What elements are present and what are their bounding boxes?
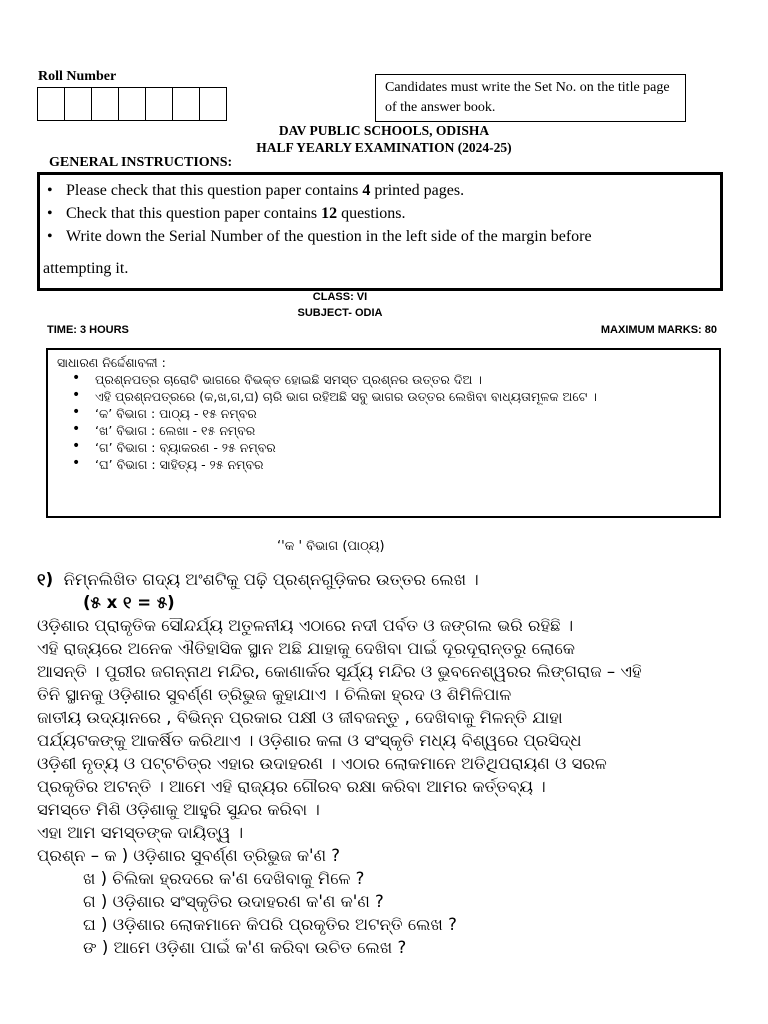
school-header (0, 122, 768, 156)
passage-line: ଜାତୀୟ ଉଦ୍ୟାନରେ , ବିଭିନ୍ନ ପ୍ରକାର ପକ୍ଷୀ ଓ ଜୀବଜନ୍ତୁ , ଦେଖିବାକୁ ମିଳନ୍ତି ଯାହା (37, 708, 563, 727)
roll-digit-box[interactable] (199, 87, 227, 121)
sub-question: ଙ ) ଆମେ ଓଡ଼ିଶା ପାଇଁ କ'ଣ କରିବା ଉଚିତ ଲେଖ ? (83, 938, 407, 957)
instruction-text: questions. (337, 205, 406, 222)
odia-instruction-text: ଏହି ପ୍ରଶ୍ନପତ୍ରରେ (କ,ଖ,ଗ,ଘ) ଚାରି ଭାଗ ରହିଅଛି ସବୁ ଭାଗର ଉତ୍ତର ଲେଖିବା ବାଧ୍ୟତାମୂଳକ ଅଟେ । (95, 389, 597, 404)
bullet-icon: • (47, 182, 53, 199)
exam-name: HALF YEARLY EXAMINATION (2024-25) (256, 140, 512, 155)
bullet-icon: • (72, 421, 81, 437)
passage-line: ତିନି ସ୍ଥାନକୁ ଓଡ଼ିଶାର ସୁବର୍ଣ୍ଣ ତ୍ରିଭୁଜ କୁହାଯାଏ । ଚିଲିକା ହ୍ରଦ ଓ ଶିମିଳିପାଳ (37, 685, 512, 704)
roll-digit-box[interactable] (172, 87, 200, 121)
bullet-icon: • (72, 438, 81, 454)
passage-line: ଏହି ରାଜ୍ୟରେ ଅନେକ ଐତିହାସିକ ସ୍ଥାନ ଅଛି ଯାହାକୁ ଦେଖିବା ପାଇଁ ଦୂରଦୂରାନ୍ତରୁ ଲୋକେ (37, 639, 575, 658)
roll-digit-box[interactable] (64, 87, 92, 121)
instruction-text: Check that this question paper contains (66, 205, 322, 222)
odia-instruction-item (57, 388, 719, 405)
question-count: 12 (321, 205, 338, 222)
bullet-icon: • (72, 387, 81, 403)
time-label: TIME: 3 HOURS (47, 324, 129, 336)
question-number: ୧) (37, 570, 54, 589)
instruction-item (40, 202, 720, 225)
instruction-text: printed pages. (370, 182, 465, 199)
instruction-wrap-text: attempting it. (43, 260, 129, 277)
passage-line: ଓଡ଼ିଶୀ ନୃତ୍ୟ ଓ ପଟ୍ଟଚିତ୍ର ଏହାର ଉଦାହରଣ । ଏଠାର ଲୋକମାନେ ଅତିଥିପରାୟଣ ଓ ସରଳ (37, 754, 607, 773)
section-heading: ‘'କ ' ବିଭାଗ (ପାଠ୍ୟ) (277, 539, 385, 554)
sub-question (37, 844, 765, 867)
questions-label: ପ୍ରଶ୍ନ – (37, 846, 99, 865)
odia-instruction-text: ‘କ’ ବିଭାଗ : ପାଠ୍ୟ - ୧୫ ନମ୍ବର (95, 406, 257, 421)
odia-instruction-item (57, 371, 719, 388)
sub-question: ଘ ) ଓଡ଼ିଶାର ଲୋକମାନେ କିପରି ପ୍ରକୃତିର ଅଟନ୍ତି ଲେଖ ? (83, 915, 457, 934)
bullet-icon: • (72, 404, 81, 420)
page-count: 4 (362, 182, 371, 199)
odia-instruction-text: ‘ଖ’ ବିଭାଗ : ଲେଖା - ୧୫ ନମ୍ବର (95, 423, 256, 438)
set-number-note: Candidates must write the Set No. on the title page of the answer book. (375, 74, 686, 122)
odia-instruction-item (57, 439, 719, 456)
roll-digit-box[interactable] (37, 87, 65, 121)
instruction-text: Please check that this question paper contains (66, 182, 363, 199)
odia-instructions-title: ସାଧାରଣ ନିର୍ଦ୍ଦେଶାବଳୀ : (57, 355, 166, 370)
question-marks: (୫ x ୧ = ୫) (83, 593, 175, 612)
odia-instructions-box (46, 348, 721, 518)
bullet-icon: • (47, 228, 53, 245)
question-block (37, 568, 765, 959)
question-text: ନିମ୍ନଲିଖିତ ଗଦ୍ୟ ଅଂଶଟିକୁ ପଢ଼ି ପ୍ରଶ୍ନଗୁଡ଼ିକର ଉତ୍ତର ଲେଖ । (63, 570, 479, 589)
roll-number-boxes[interactable] (37, 87, 226, 121)
subject-label: SUBJECT- ODIA (297, 307, 383, 319)
instruction-item (40, 179, 720, 202)
roll-digit-box[interactable] (91, 87, 119, 121)
roll-digit-box[interactable] (118, 87, 146, 121)
bullet-icon: • (72, 370, 81, 386)
general-instructions-box (37, 172, 723, 291)
school-name: DAV PUBLIC SCHOOLS, ODISHA (278, 123, 490, 138)
max-marks-label: MAXIMUM MARKS: 80 (600, 324, 717, 336)
class-label: CLASS: VI (312, 291, 368, 303)
passage-line: ଓଡ଼ିଶାର ପ୍ରାକୃତିକ ସୌନ୍ଦର୍ଯ୍ୟ ଅତୁଳନୀୟ ଏଠାରେ ନଦୀ ପର୍ବତ ଓ ଜଙ୍ଗଲ ଭରି ରହିଛି । (37, 616, 574, 635)
bullet-icon: • (47, 205, 53, 222)
odia-instruction-item (57, 456, 719, 473)
passage-line: ପର୍ଯ୍ୟଟକଙ୍କୁ ଆକର୍ଷିତ କରିଥାଏ । ଓଡ଼ିଶାର କଳା ଓ ସଂସ୍କୃତି ମଧ୍ୟ ବିଶ୍ୱରେ ପ୍ରସିଦ୍ଧ (37, 731, 582, 750)
roll-number-label: Roll Number (38, 69, 117, 84)
general-instructions-title: GENERAL INSTRUCTIONS: (49, 155, 233, 170)
odia-instruction-item (57, 405, 719, 422)
passage-line: ସମସ୍ତେ ମିଶି ଓଡ଼ିଶାକୁ ଆହୁରି ସୁନ୍ଦର କରିବା । (37, 800, 320, 819)
odia-instruction-item (57, 422, 719, 439)
sub-question-text: କ ) ଓଡ଼ିଶାର ସୁବର୍ଣ୍ଣ ତ୍ରିଭୁଜ କ'ଣ ? (104, 846, 341, 865)
sub-question: ଗ ) ଓଡ଼ିଶାର ସଂସ୍କୃତିର ଉଦାହରଣ କ'ଣ କ'ଣ ? (83, 892, 384, 911)
question-line (37, 568, 765, 591)
bullet-icon: • (72, 455, 81, 471)
passage-line: ପ୍ରକୃତିର ଅଟନ୍ତି । ଆମେ ଏହି ରାଜ୍ୟର ଗୌରବ ରକ୍ଷା କରିବା ଆମର କର୍ତ୍ତବ୍ୟ । (37, 777, 546, 796)
roll-digit-box[interactable] (145, 87, 173, 121)
odia-instruction-text: ‘ଘ’ ବିଭାଗ : ସାହିତ୍ୟ - ୨୫ ନମ୍ବର (95, 457, 264, 472)
passage-line: ଆସନ୍ତି । ପୁରୀର ଜଗନ୍ନାଥ ମନ୍ଦିର, କୋଣାର୍କର ସୂର୍ଯ୍ୟ ମନ୍ଦିର ଓ ଭୁବନେଶ୍ୱରର ଲିଙ୍ଗରାଜ – ଏହି (37, 662, 642, 681)
sub-question: ଖ ) ଚିଲିକା ହ୍ରଦରେ କ'ଣ ଦେଖିବାକୁ ମିଳେ ? (83, 869, 365, 888)
odia-instruction-text: ‘ଗ’ ବିଭାଗ : ବ୍ୟାକରଣ - ୨୫ ନମ୍ବର (95, 440, 276, 455)
odia-instruction-text: ପ୍ରଶ୍ନପତ୍ର ଚାରୋଟି ଭାଗରେ ବିଭକ୍ତ ହୋଇଛି ସମସ୍ତ ପ୍ରଶ୍ନର ଉତ୍ତର ଦିଅ । (95, 372, 482, 387)
instruction-item (40, 225, 720, 248)
passage-line: ଏହା ଆମ ସମସ୍ତଙ୍କ ଦାୟିତ୍ୱ । (37, 823, 244, 842)
instruction-text: Write down the Serial Number of the question in the left side of the margin before (66, 228, 592, 245)
